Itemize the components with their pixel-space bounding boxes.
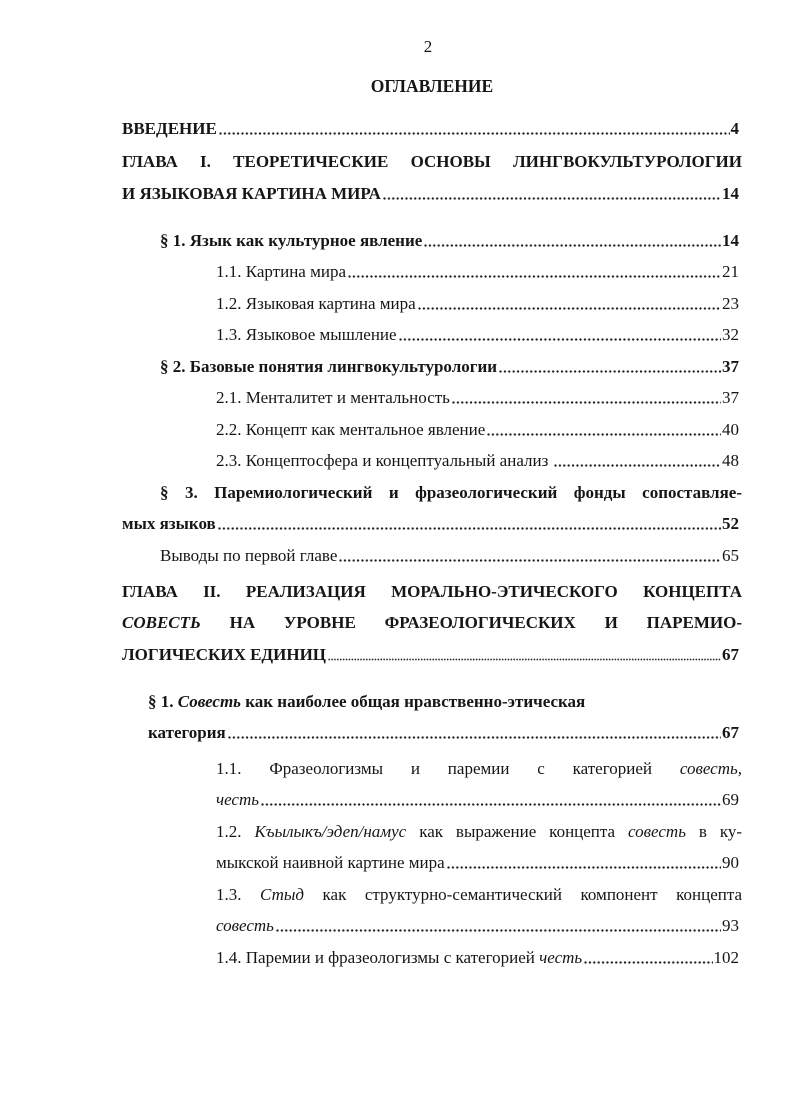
- table-of-contents: [122, 113, 742, 973]
- toc-entry-label: мых языков: [122, 514, 216, 533]
- emphasized-term: честь: [539, 947, 583, 967]
- dot-leader: [261, 784, 721, 816]
- toc-entry-page: 23: [722, 293, 739, 313]
- toc-entry-last-line: [122, 508, 742, 540]
- toc-entry-page: 65: [722, 545, 739, 565]
- toc-title: ОГЛАВЛЕНИЕ: [370, 76, 494, 96]
- dot-leader: [584, 942, 712, 974]
- toc-entry-ch1-subsection-2-2: [216, 414, 742, 446]
- dot-leader: [218, 508, 721, 540]
- toc-entry-label: 1.1. Картина мира: [216, 262, 347, 281]
- toc-entry-ch2-subsection-1-1: [216, 753, 742, 816]
- emphasized-term: совесть,: [679, 758, 742, 778]
- section-number: § 1.: [148, 691, 174, 711]
- dot-leader: [487, 414, 721, 446]
- toc-entry-introduction: [122, 113, 742, 145]
- section-number: 1.3.: [216, 884, 242, 904]
- toc-entry-ch1-subsection-1-1: [216, 256, 742, 288]
- toc-entry-ch2-subsection-1-4: [216, 942, 742, 974]
- toc-entry-page: 67: [722, 644, 739, 664]
- toc-entry-label: совесть: [216, 916, 274, 935]
- emphasized-term: Къылыкъ/эдеп/намус: [254, 821, 407, 841]
- emphasized-term: СОВЕСТЬ: [122, 613, 201, 632]
- dot-leader: [383, 178, 721, 210]
- section-number: 1.2.: [216, 821, 242, 841]
- toc-entry-label: ЛОГИЧЕСКИХ ЕДИНИЦ: [122, 644, 327, 664]
- page-number: 2: [423, 37, 433, 56]
- toc-entry-label-line: [148, 686, 742, 718]
- label-text: как выражение концепта: [419, 821, 616, 841]
- toc-entry-page: 14: [722, 230, 739, 250]
- toc-entry-page: 37: [722, 356, 739, 376]
- label-text: НА УРОВНЕ ФРАЗЕОЛОГИЧЕСКИХ И ПАРЕМИО-: [229, 613, 742, 632]
- toc-entry-ch1-subsection-2-1: [216, 382, 742, 414]
- toc-entry-label: 2.2. Концепт как ментальное явление: [216, 419, 486, 439]
- toc-entry-label: мыкской наивной картине мира: [216, 853, 445, 872]
- dot-leader: [228, 717, 721, 749]
- toc-entry-label: ВВЕДЕНИЕ: [122, 119, 217, 138]
- toc-entry-chapter-1: [122, 146, 742, 209]
- dot-leader: [447, 847, 721, 879]
- toc-entry-label: [216, 942, 582, 974]
- toc-entry-page: 52: [722, 514, 739, 533]
- dot-leader: [348, 256, 721, 288]
- emphasized-term: Стыд: [260, 884, 305, 904]
- dot-leader: [554, 445, 721, 477]
- dot-leader: [499, 351, 721, 383]
- emphasized-term: совесть: [628, 821, 686, 841]
- toc-entry-chapter-2: [122, 576, 742, 671]
- dot-leader: [219, 113, 730, 145]
- toc-entry-label-line: § 3. Паремиологический и фразеологический фонды сопоставляе-: [160, 482, 742, 502]
- toc-entry-ch1-conclusions: [160, 540, 742, 572]
- toc-entry-label-line: ГЛАВА I. ТЕОРЕТИЧЕСКИЕ ОСНОВЫ ЛИНГВОКУЛЬТУРОЛОГИИ: [122, 152, 742, 171]
- dot-leader: [399, 319, 721, 351]
- dot-leader: [339, 540, 721, 572]
- toc-entry-page: 93: [722, 916, 739, 935]
- toc-entry-last-line: [216, 847, 742, 879]
- toc-entry-page: 14: [722, 183, 739, 203]
- toc-entry-page: 90: [722, 853, 739, 872]
- toc-entry-label: честь: [216, 790, 259, 809]
- toc-entry-page: 40: [722, 419, 739, 439]
- toc-entry-last-line: [216, 910, 742, 942]
- toc-entry-label-line: [216, 753, 742, 785]
- toc-entry-ch1-section-1: [160, 225, 742, 257]
- label-text: 1.4. Паремии и фразеологизмы с категорией: [216, 947, 535, 967]
- label-text: в ку-: [698, 821, 742, 841]
- emphasized-term: Совесть: [177, 691, 241, 711]
- toc-entry-page: 69: [722, 790, 739, 809]
- toc-entry-page: 32: [722, 325, 739, 344]
- toc-entry-ch1-section-3: [122, 477, 742, 540]
- toc-entry-label: § 1. Язык как культурное явление: [160, 230, 423, 250]
- label-text: как структурно-семантический компонент концепта: [322, 884, 742, 904]
- toc-entry-label-line: [216, 816, 742, 848]
- toc-entry-label: 2.3. Концептосфера и концептуальный анализ: [216, 451, 549, 470]
- label-text: как наиболее общая нравственно-этическая: [245, 691, 586, 711]
- toc-entry-page: 102: [713, 947, 739, 967]
- dot-leader: [418, 288, 721, 320]
- dot-leader: [424, 225, 721, 257]
- toc-entry-ch2-section-1: [148, 686, 742, 749]
- dot-leader: [328, 639, 721, 671]
- toc-entry-label: 2.1. Менталитет и ментальность: [216, 388, 450, 407]
- toc-entry-label-line: ГЛАВА II. РЕАЛИЗАЦИЯ МОРАЛЬНО-ЭТИЧЕСКОГО КОНЦЕПТА: [122, 581, 742, 601]
- toc-entry-page: 48: [722, 451, 739, 470]
- dot-leader: [276, 910, 721, 942]
- toc-entry-page: 4: [730, 119, 739, 138]
- toc-entry-ch1-section-2: [160, 351, 742, 383]
- label-text: 1.1. Фразеологизмы и паремии с категорией: [216, 758, 653, 778]
- toc-entry-ch1-subsection-2-3: [216, 445, 742, 477]
- toc-entry-label: Выводы по первой главе: [160, 545, 338, 565]
- toc-entry-page: 37: [722, 388, 739, 407]
- toc-entry-last-line: [122, 178, 742, 210]
- toc-entry-page: 21: [722, 262, 739, 281]
- toc-entry-label-line: [216, 879, 742, 911]
- toc-entry-label: 1.2. Языковая картина мира: [216, 293, 416, 313]
- toc-entry-last-line: [216, 784, 742, 816]
- dot-leader: [452, 382, 721, 414]
- toc-entry-ch1-subsection-1-3: [216, 319, 742, 351]
- toc-entry-ch2-subsection-1-3: [216, 879, 742, 942]
- toc-entry-label: И ЯЗЫКОВАЯ КАРТИНА МИРА: [122, 183, 381, 203]
- toc-entry-label: 1.3. Языковое мышление: [216, 325, 397, 344]
- toc-entry-ch1-subsection-1-2: [216, 288, 742, 320]
- toc-entry-page: 67: [722, 723, 739, 742]
- toc-entry-ch2-subsection-1-2: [216, 816, 742, 879]
- toc-entry-last-line: [148, 717, 742, 749]
- toc-entry-label-line: [122, 607, 742, 639]
- toc-entry-label: § 2. Базовые понятия лингвокультурологии: [160, 356, 498, 376]
- toc-entry-last-line: [122, 639, 742, 671]
- toc-entry-label: категория: [148, 723, 226, 742]
